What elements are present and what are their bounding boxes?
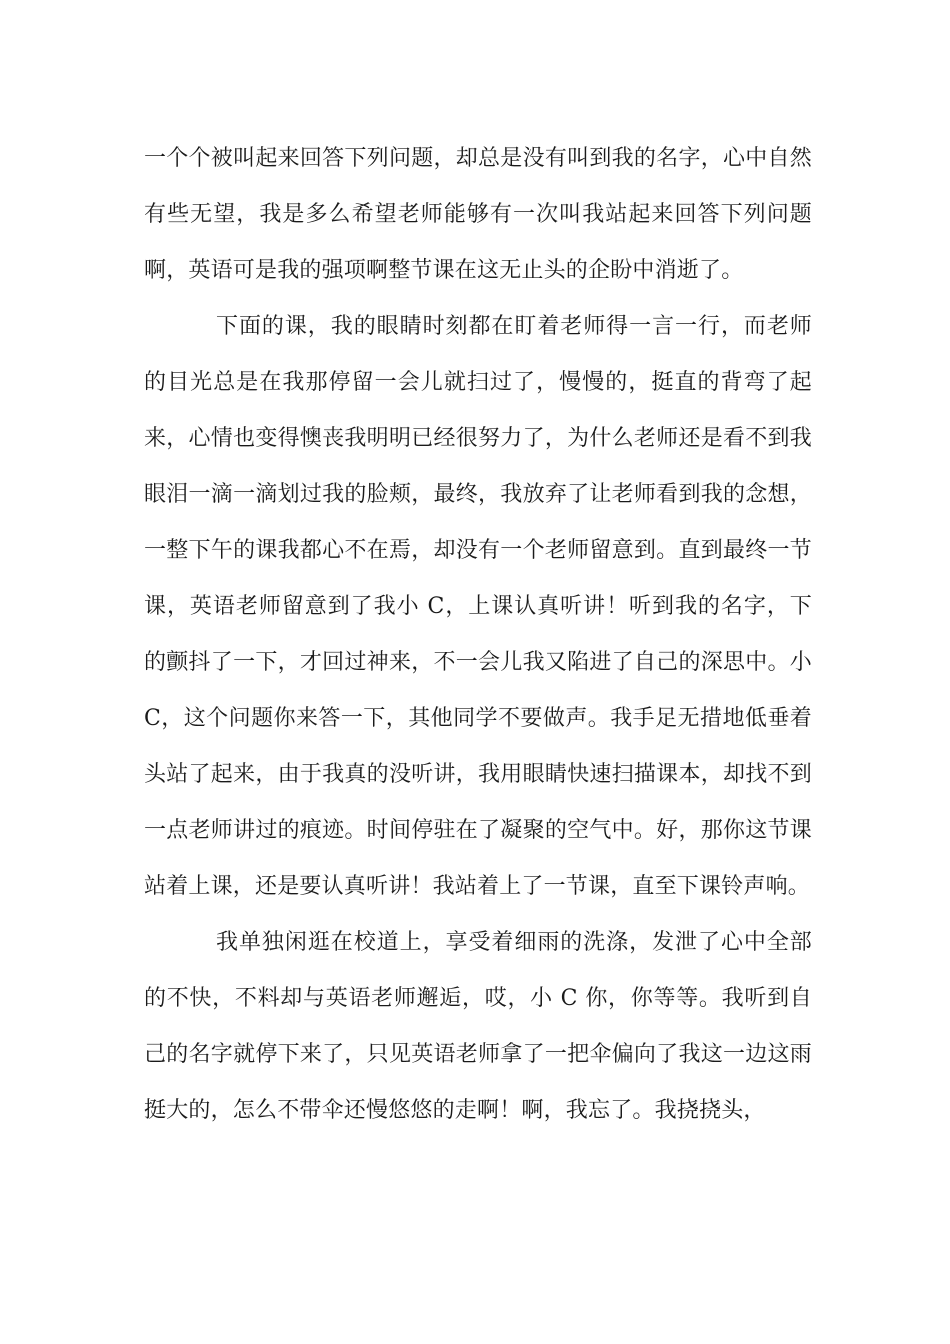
paragraph-2: 下面的课，我的眼睛时刻都在盯着老师得一言一行，而老师的目光总是在我那停留一会儿就扫过了，慢慢的，挺直的背弯了起来，心情也变得懊丧我明明已经很努力了，为什么老师还是看不到我眼泪一滴一滴划过我的脸颊，最终，我放弃了让老师看到我的念想，一整下午的课我都心不在焉，却没有一个老师留意到。直到最终一节课，英语老师留意到了我小 C，上课认真听讲！听到我的名字，下的颤抖了一下，才回过神来，不一会儿我又陷进了自己的深思中。小 C，这个问题你来答一下，其他同学不要做声。我手足无措地低垂着头站了起来，由于我真的没听讲，我用眼睛快速扫描课本，却找不到一点老师讲过的痕迹。时间停驻在了凝聚的空气中。好，那你这节课站着上课，还是要认真听讲！我站着上了一节课，直至下课铃声响。	[144, 314, 812, 899]
paragraph-3: 我单独闲逛在校道上，享受着细雨的洗涤，发泄了心中全部的不快，不料却与英语老师邂逅，哎，小 C 你，你等等。我听到自己的名字就停下来了，只见英语老师拿了一把伞偏向了我这一边这雨挺大的，怎么不带伞还慢悠悠的走啊！啊，我忘了。我挠挠头，	[144, 930, 812, 1123]
paragraph-1: 一个个被叫起来回答下列问题，却总是没有叫到我的名字，心中自然有些无望，我是多么希望老师能够有一次叫我站起来回答下列问题啊，英语可是我的强项啊整节课在这无止头的企盼中消逝了。	[144, 146, 812, 283]
document-body	[144, 131, 812, 1139]
